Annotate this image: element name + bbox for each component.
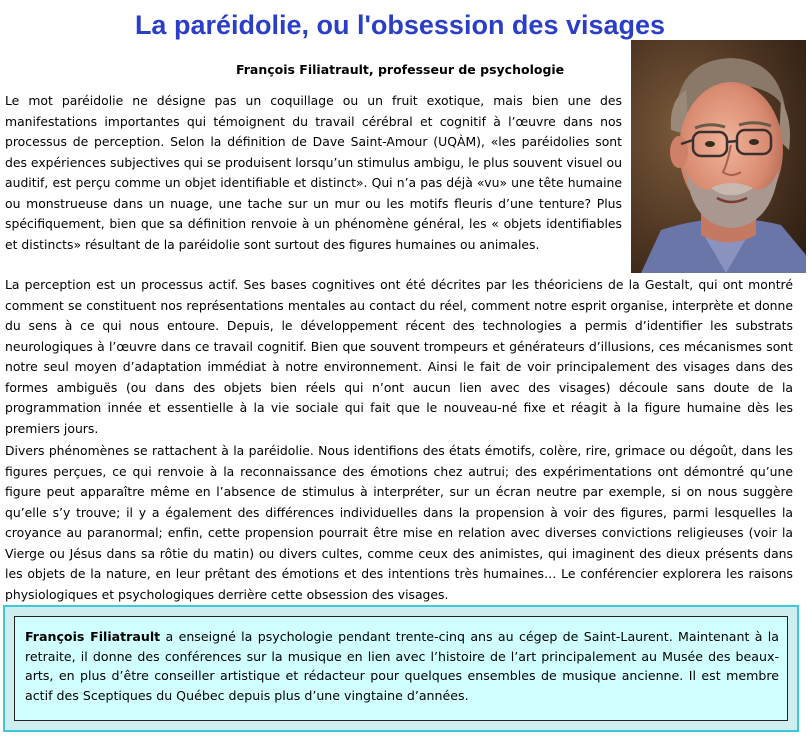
portrait-photo-icon xyxy=(631,40,806,273)
author-bio-panel xyxy=(14,616,788,721)
phenomena-paragraph: Divers phénomènes se rattachent à la paréidolie. Nous identifions des états émotifs, colère, rire, grimace ou dégoût, dans les figures perçues, ce qui renvoie à la reconnaissance des émotions chez autrui; des expérimentations ont démontré qu’une figure peut apparaître même en l’absence de stimulus à interpréter, sur un écran neutre par exemple, si on nous suggère qu’elle s’y trouve; il y a également des différences individuelles dans la propension à voir des figures, parmi lesquelles la croyance au paranormal; enfin, cette propension pourrait être mise en relation avec diverses convictions religieuses (voir la Vierge ou Jésus dans sa rôtie du matin) ou divers cultes, comme ceux des animistes, qui imaginent des dieux présents dans les objets de la nature, en leur prêtant des émotions et des intentions très humaines… Le conférencier explorera les raisons physiologiques et psychologiques derrière cette obsession des visages. xyxy=(5,443,793,602)
page-title: La paréidolie, ou l'obsession des visages xyxy=(134,10,666,40)
bio-author-name: François Filiatrault xyxy=(25,629,161,644)
intro-paragraph: Le mot paréidolie ne désigne pas un coquillage ou un fruit exotique, mais bien une des manifestations importantes qui témoignent du travail cérébral et cognitif à l’œuvre dans nos processus de perception. Selon la définition de Dave Saint-Amour (UQÀM), «les paréidolies sont des expériences subjectives qui se produisent lorsqu’un stimulus ambigu, le plus souvent visuel ou auditif, est perçu comme un objet identifiable et distinct». Qui n’a pas déjà «vu» une tête humaine ou monstrueuse dans un nuage, une tache sur un mur ou les motifs fleuris d’une tenture? Plus spécifiquement, bien que sa définition renvoie à un phénomène général, les « objets identifiables et distincts» résultant de la paréidolie sont surtout des figures humaines ou animales. xyxy=(5,93,622,252)
bio-text: a enseigné la psychologie pendant trente-cinq ans au cégep de Saint-Laurent. Maintenant à la retraite, il donne des conférences sur la musique en lien avec l’histoire de l’art principalement au Musée des beaux-arts, en plus d’être conseiller artistique et rédacteur pour quelques ensembles de musique ancienne. Il est membre actif des Sceptiques du Québec depuis plus d’une vingtaine d’années. xyxy=(25,629,779,703)
author-bio-box xyxy=(3,605,799,732)
author-bio xyxy=(25,627,779,705)
author-line: François Filiatrault, professeur de psychologie xyxy=(236,62,565,77)
perception-paragraph: La perception est un processus actif. Ses bases cognitives ont été décrites par les théoriciens de la Gestalt, qui ont montré comment se constituent nos représentations mentales au contact du réel, comment notre esprit organise, interprète et donne du sens à ce qui nous entoure. Depuis, le développement récent des technologies a permis d’identifier les substrats neurologiques à l’œuvre dans ce travail cognitif. Bien que souvent trompeurs et générateurs d’illusions, ces mécanismes sont notre seul moyen d’adaptation immédiat à notre environnement. Ainsi le fait de voir principalement des visages dans des formes ambiguës (ou dans des objets bien réels qui n’ont aucun lien avec des visages) découle sans doute de la programmation innée et essentielle à la vie sociale qui fait que le nouveau-né fixe et réagit à la figure humaine dès les premiers jours. xyxy=(5,277,793,436)
